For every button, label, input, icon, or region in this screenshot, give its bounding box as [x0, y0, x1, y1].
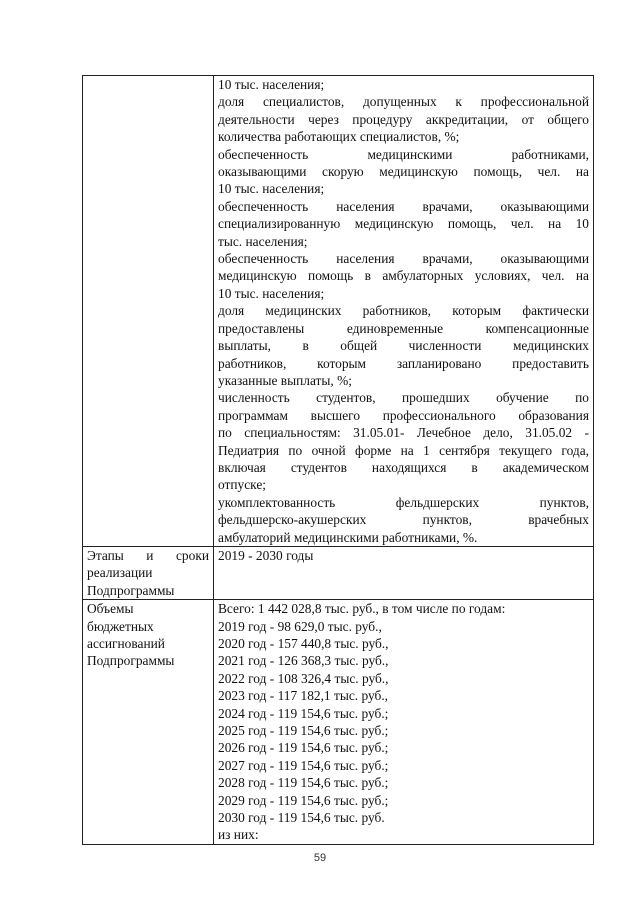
- funding-value-cell: [214, 600, 594, 845]
- indicator-text-line: включая студентов находящихся в академическом: [218, 459, 589, 475]
- funding-amount-line: 2029 год - 119 154,6 тыс. руб.;: [218, 792, 389, 808]
- funding-amount-line: 2022 год - 108 326,4 тыс. руб.,: [218, 670, 389, 686]
- indicators-row: [83, 76, 594, 547]
- indicator-text-line: выплаты, в общей численности медицинских: [218, 338, 589, 354]
- indicator-text-line: работников, которым запланировано предоставить: [218, 355, 589, 371]
- funding-amount-line: 2030 год - 119 154,6 тыс. руб.: [218, 810, 385, 826]
- funding-amount-line: 2024 год - 119 154,6 тыс. руб.;: [218, 705, 389, 721]
- indicator-text-line: численность студентов, прошедших обучение по: [218, 390, 589, 406]
- stages-label-cell: [83, 546, 214, 599]
- funding-amount-line: Всего: 1 442 028,8 тыс. руб., в том числе по годам:: [218, 601, 506, 617]
- indicator-text-line: обеспеченность населения врачами, оказывающими: [218, 251, 589, 267]
- indicator-text-line: оказывающими скорую медицинскую помощь, чел. на: [218, 164, 589, 180]
- indicator-text-line: 10 тыс. населения;: [218, 77, 325, 92]
- indicator-text-line: фельдшерско-акушерских пунктов, врачебных: [218, 512, 589, 528]
- indicator-text-line: обеспеченность населения врачами, оказывающими: [218, 198, 589, 214]
- funding-label-line: Объемы: [87, 601, 134, 617]
- indicator-text-line: тыс. населения;: [218, 233, 308, 249]
- funding-amount-line: 2021 год - 126 368,3 тыс. руб.,: [218, 653, 389, 669]
- indicators-label-cell: [83, 76, 214, 547]
- funding-amount-line: из них:: [218, 827, 259, 843]
- indicator-text-line: деятельности через процедуру аккредитации, от общего: [218, 111, 589, 127]
- stages-label-line: реализации: [87, 565, 153, 581]
- indicator-text-line: медицинскую помощь в амбулаторных условиях, чел. на: [218, 268, 589, 284]
- indicator-text-line: специализированную медицинскую помощь, чел. на 10: [218, 216, 589, 232]
- indicator-text-line: доля специалистов, допущенных к профессиональной: [218, 94, 589, 110]
- funding-label-line: Подпрограммы: [87, 653, 175, 669]
- funding-amount-line: 2019 год - 98 629,0 тыс. руб.,: [218, 618, 382, 634]
- indicator-text-line: отпуске;: [218, 477, 267, 493]
- funding-amount-line: 2020 год - 157 440,8 тыс. руб.,: [218, 636, 389, 651]
- funding-label-cell: [83, 600, 214, 845]
- stages-value-cell: [214, 546, 594, 599]
- indicator-text-line: доля медицинских работников, которым фактически: [218, 303, 589, 319]
- subprogram-passport-table: [82, 75, 594, 845]
- funding-row: [83, 600, 594, 845]
- indicator-text-line: указанные выплаты, %;: [218, 372, 352, 388]
- indicators-cell: [214, 76, 594, 547]
- indicator-text-line: 10 тыс. населения;: [218, 181, 325, 197]
- indicator-text-line: количества работающих специалистов, %;: [218, 129, 460, 145]
- funding-amount-line: 2025 год - 119 154,6 тыс. руб.;: [218, 723, 389, 739]
- page-number: 59: [313, 852, 327, 864]
- indicator-text-line: Педиатрия по очной форме на 1 сентября текущего года,: [218, 442, 589, 458]
- indicator-text-line: по специальностям: 31.05.01- Лечебное дело, 31.05.02 -: [218, 425, 589, 441]
- stages-label-line: Подпрограммы: [87, 582, 175, 598]
- funding-label-line: бюджетных: [87, 618, 154, 634]
- funding-amount-line: 2028 год - 119 154,6 тыс. руб.;: [218, 775, 389, 791]
- funding-label-line: ассигнований: [87, 636, 165, 651]
- funding-amount-line: 2026 год - 119 154,6 тыс. руб.;: [218, 740, 389, 756]
- funding-amount-line: 2023 год - 117 182,1 тыс. руб.,: [218, 688, 389, 704]
- indicator-text-line: укомплектованность фельдшерских пунктов,: [218, 494, 589, 510]
- indicator-text-line: предоставлены единовременные компенсационные: [218, 320, 589, 336]
- indicator-text-line: обеспеченность медицинскими работниками,: [218, 146, 589, 162]
- stages-row: [83, 546, 594, 599]
- indicator-text-line: амбулаторий медицинскими работниками, %.: [218, 529, 478, 545]
- stages-label-line: Этапы и сроки: [87, 547, 209, 563]
- indicator-text-line: программам высшего профессионального образования: [218, 407, 589, 423]
- funding-amount-line: 2027 год - 119 154,6 тыс. руб.;: [218, 757, 389, 773]
- stages-value: 2019 - 2030 годы: [218, 547, 314, 563]
- indicator-text-line: 10 тыс. населения;: [218, 285, 325, 301]
